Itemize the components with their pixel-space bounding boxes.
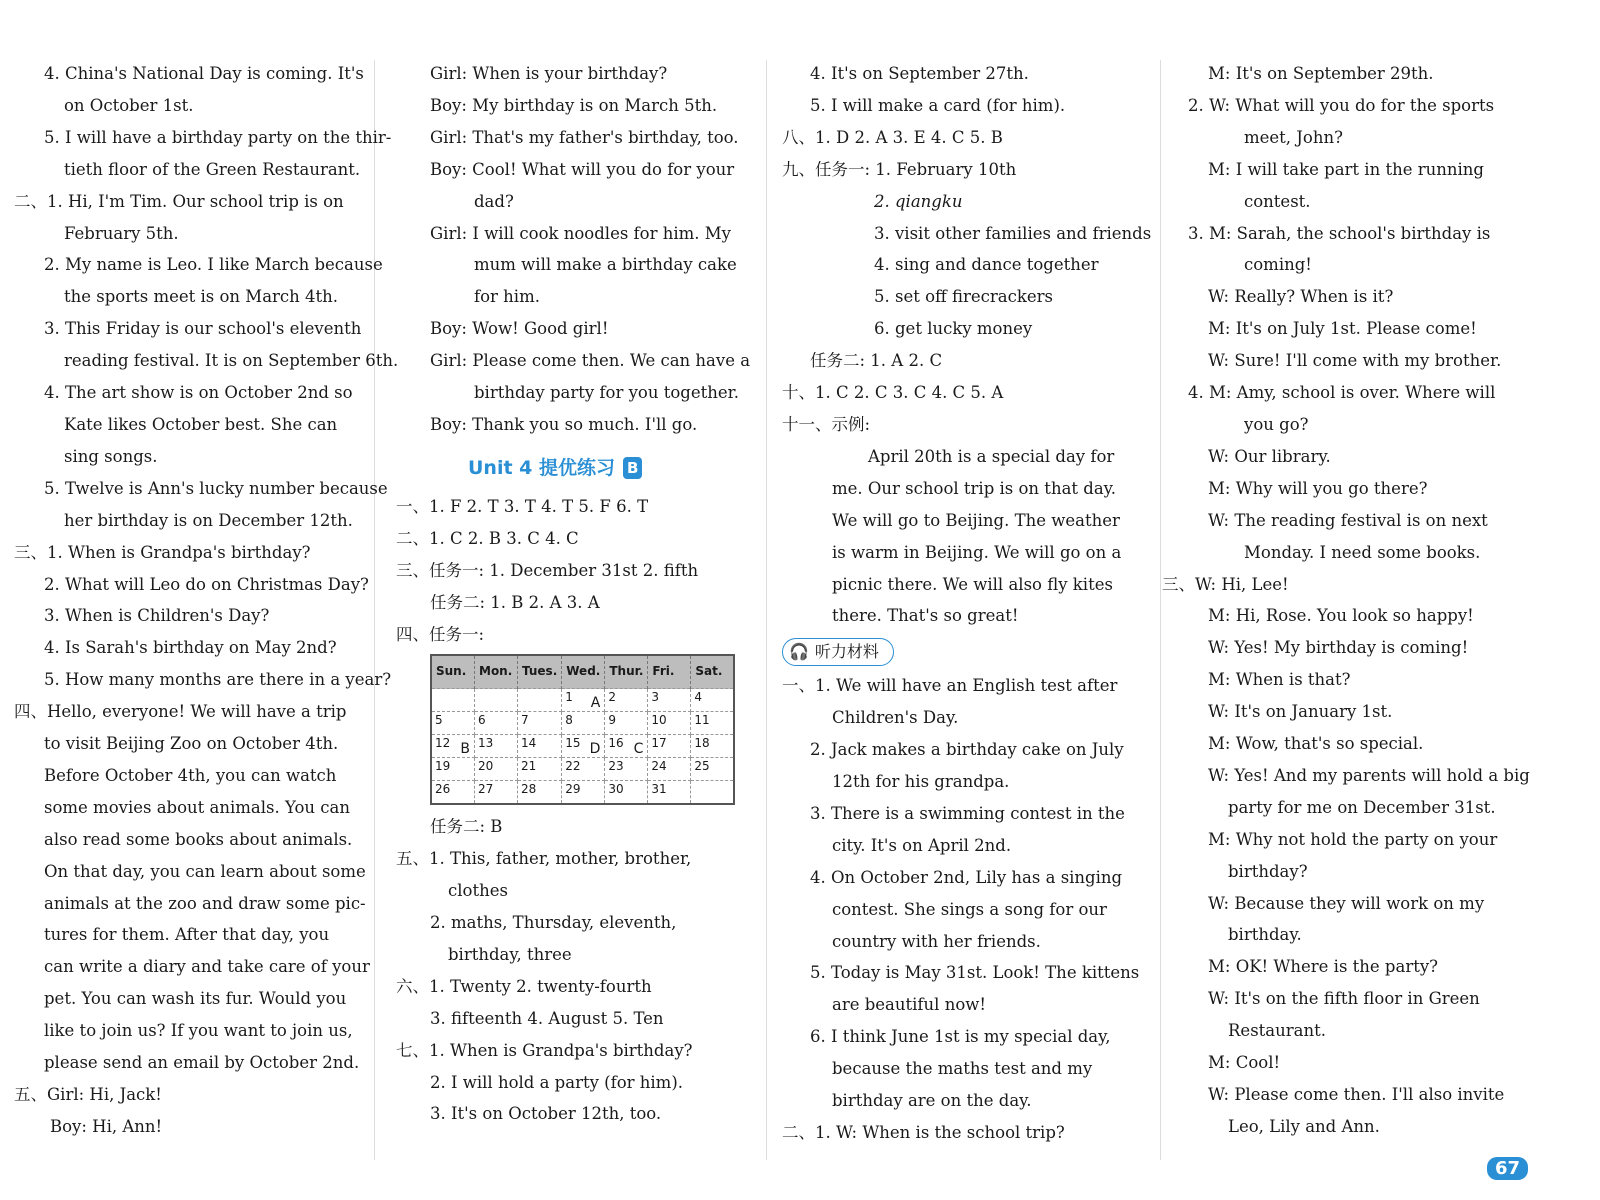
text-line: 二、1. C 2. B 3. C 4. C <box>396 528 579 548</box>
calendar-cell: 4 <box>691 689 735 712</box>
column-divider <box>374 60 375 1160</box>
text-line: tures for them. After that day, you <box>44 925 330 945</box>
text-line: 5. Twelve is Ann's lucky number because <box>44 478 388 498</box>
text-line: 十一、示例: <box>782 414 871 434</box>
text-line: picnic there. We will also fly kites <box>832 574 1113 594</box>
text-line: 三、1. When is Grandpa's birthday? <box>14 542 311 562</box>
text-line: 十、1. C 2. C 3. C 4. C 5. A <box>782 383 1004 403</box>
text-line: 四、任务一: <box>396 624 485 644</box>
text-line: please send an email by October 2nd. <box>44 1053 360 1073</box>
text-line: 一、1. We will have an English test after <box>782 676 1118 696</box>
text-line: 2. I will hold a party (for him). <box>430 1072 684 1092</box>
text-line: W: Sure! I'll come with my brother. <box>1208 351 1502 371</box>
text-line: 四、Hello, everyone! We will have a trip <box>14 702 347 722</box>
text-line: meet, John? <box>1244 127 1343 147</box>
text-line: 4. M: Amy, school is over. Where will <box>1188 383 1496 403</box>
unit-title: Unit 4 提优练习 <box>468 456 615 479</box>
calendar-cell: 5 <box>431 712 475 735</box>
text-line: W: Yes! And my parents will hold a big <box>1208 765 1530 785</box>
text-line: Girl: Please come then. We can have a <box>430 351 751 371</box>
text-line: 6. I think June 1st is my special day, <box>810 1027 1111 1047</box>
text-line: me. Our school trip is on that day. <box>832 478 1117 498</box>
text-line: is warm in Beijing. We will go on a <box>832 542 1122 562</box>
text-line: Before October 4th, you can watch <box>44 765 337 785</box>
text-line: M: Why will you go there? <box>1208 478 1428 498</box>
page-number: 67 <box>1487 1157 1528 1180</box>
text-line: Boy: Thank you so much. I'll go. <box>430 414 698 434</box>
text-line: coming! <box>1244 255 1312 275</box>
text-line: pet. You can wash its fur. Would you <box>44 989 347 1009</box>
text-line: Girl: That's my father's birthday, too. <box>430 127 739 147</box>
text-line: 一、1. F 2. T 3. T 4. T 5. F 6. T <box>396 496 649 516</box>
text-line: 3. There is a swimming contest in the <box>810 803 1125 823</box>
text-line: country with her friends. <box>832 931 1041 951</box>
calendar-cell: 26 <box>431 781 475 805</box>
text-line: M: Why not hold the party on your <box>1208 829 1498 849</box>
text-line: Boy: Wow! Good girl! <box>430 319 609 339</box>
calendar-cell: 9 <box>605 712 648 735</box>
text-line: 三、任务一: 1. December 31st 2. fifth <box>396 560 699 580</box>
text-line: M: It's on September 29th. <box>1208 64 1434 83</box>
calendar-cell: 6 <box>475 712 518 735</box>
calendar-cell <box>691 781 735 805</box>
calendar-cell: 18 <box>691 735 735 758</box>
text-line: 4. sing and dance together <box>874 255 1099 275</box>
text-line: 五、Girl: Hi, Jack! <box>14 1085 162 1104</box>
calendar-header: Thur. <box>605 655 648 688</box>
calendar-cell: 7 <box>518 712 562 735</box>
text-line: Girl: When is your birthday? <box>430 64 668 83</box>
text-line: Restaurant. <box>1228 1021 1326 1041</box>
calendar-row <box>431 712 734 735</box>
calendar-cell: 17 <box>648 735 691 758</box>
calendar-cell: 14 <box>518 735 562 758</box>
text-line: 3. visit other families and friends <box>874 223 1152 243</box>
text-line: 九、任务一: 1. February 10th <box>782 159 1017 179</box>
text-line: 6. get lucky money <box>874 319 1033 339</box>
calendar-cell: 31 <box>648 781 691 805</box>
calendar-row <box>431 758 734 781</box>
calendar-mark: C <box>633 741 644 758</box>
text-line: 3. It's on October 12th, too. <box>430 1104 662 1124</box>
text-line: 4. China's National Day is coming. It's <box>44 64 364 83</box>
text-line: birthday are on the day. <box>832 1091 1032 1111</box>
calendar-header: Wed. <box>562 655 605 688</box>
calendar-header: Fri. <box>648 655 691 688</box>
text-line: February 5th. <box>64 223 179 243</box>
calendar-cell: 11 <box>691 712 735 735</box>
text-line: 八、1. D 2. A 3. E 4. C 5. B <box>782 127 1003 147</box>
text-line: birthday, three <box>448 944 572 964</box>
calendar-header: Mon. <box>475 655 518 688</box>
calendar-cell: 15 D <box>562 735 605 758</box>
text-line: 4. On October 2nd, Lily has a singing <box>810 867 1123 887</box>
text-line: M: Cool! <box>1208 1053 1281 1073</box>
calendar-row <box>431 735 734 758</box>
headphones-icon: 🎧 <box>789 642 809 662</box>
calendar-cell: 8 <box>562 712 605 735</box>
text-line: W: Please come then. I'll also invite <box>1208 1085 1505 1104</box>
text-line: party for me on December 31st. <box>1228 797 1496 817</box>
text-line: W: Yes! My birthday is coming! <box>1208 638 1469 658</box>
calendar-header: Sun. <box>431 655 475 688</box>
text-line: can write a diary and take care of your <box>44 957 370 977</box>
calendar-header-row <box>431 655 734 688</box>
text-line: M: OK! Where is the party? <box>1208 957 1439 977</box>
text-line: 2. qiangku <box>874 191 963 211</box>
text-line: 三、W: Hi, Lee! <box>1162 574 1289 594</box>
text-line: 五、1. This, father, mother, brother, <box>396 849 692 869</box>
text-line: contest. <box>1244 191 1311 211</box>
text-line: W: It's on January 1st. <box>1208 702 1393 722</box>
text-line: Kate likes October best. She can <box>64 414 338 434</box>
calendar-cell: 29 <box>562 781 605 805</box>
text-line: W: It's on the fifth floor in Green <box>1208 989 1480 1009</box>
text-line: W: Because they will work on my <box>1208 893 1485 913</box>
calendar-cell: 22 <box>562 758 605 781</box>
text-line: 4. The art show is on October 2nd so <box>44 383 353 403</box>
calendar-cell: 13 <box>475 735 518 758</box>
text-line: 4. Is Sarah's birthday on May 2nd? <box>44 638 337 658</box>
column-divider <box>1160 60 1161 1160</box>
text-line: M: When is that? <box>1208 670 1351 690</box>
text-line: 2. My name is Leo. I like March because <box>44 255 383 275</box>
calendar-row <box>431 689 734 712</box>
calendar-cell: 3 <box>648 689 691 712</box>
text-line: 3. fifteenth 4. August 5. Ten <box>430 1008 664 1028</box>
calendar-cell: 1 A <box>562 689 605 712</box>
calendar-cell: 25 <box>691 758 735 781</box>
text-line: W: The reading festival is on next <box>1208 510 1488 530</box>
calendar-table <box>430 654 735 805</box>
text-line: 任务二: 1. B 2. A 3. A <box>430 592 600 612</box>
calendar-mark: A <box>590 695 601 712</box>
text-line: W: Really? When is it? <box>1208 287 1394 307</box>
calendar-mark: B <box>460 741 470 758</box>
text-line: 任务二: 1. A 2. C <box>810 351 943 371</box>
text-line: reading festival. It is on September 6th. <box>64 351 399 371</box>
column-2 <box>396 58 754 1130</box>
text-line: on October 1st. <box>64 95 194 115</box>
text-line: 5. Today is May 31st. Look! The kittens <box>810 963 1140 983</box>
text-line: mum will make a birthday cake <box>474 255 737 275</box>
calendar-header: Sat. <box>691 655 735 688</box>
text-line: contest. She sings a song for our <box>832 899 1107 919</box>
calendar-mark: D <box>589 741 601 758</box>
calendar-cell: 30 <box>605 781 648 805</box>
text-line: 2. W: What will you do for the sports <box>1188 95 1495 115</box>
text-line: Boy: Cool! What will you do for your <box>430 159 735 179</box>
text-line: 2. maths, Thursday, eleventh, <box>430 913 677 933</box>
calendar-cell: 20 <box>475 758 518 781</box>
text-line: to visit Beijing Zoo on October 4th. <box>44 734 339 754</box>
text-line: Children's Day. <box>832 708 959 728</box>
text-line: M: It's on July 1st. Please come! <box>1208 319 1477 339</box>
text-line: 七、1. When is Grandpa's birthday? <box>396 1040 693 1060</box>
text-line: 二、1. Hi, I'm Tim. Our school trip is on <box>14 191 344 211</box>
text-line: dad? <box>474 191 514 211</box>
text-line: clothes <box>448 881 508 901</box>
calendar-cell: 19 <box>431 758 475 781</box>
text-line: M: Hi, Rose. You look so happy! <box>1208 606 1474 626</box>
text-line: because the maths test and my <box>832 1059 1093 1079</box>
text-line: April 20th is a special day for <box>868 446 1115 466</box>
calendar-cell: 2 <box>605 689 648 712</box>
text-line: animals at the zoo and draw some pic- <box>44 893 366 913</box>
text-line: also read some books about animals. <box>44 829 353 849</box>
text-line: tieth floor of the Green Restaurant. <box>64 159 361 179</box>
calendar-cell <box>431 689 475 712</box>
unit-header <box>468 451 754 485</box>
text-line: We will go to Beijing. The weather <box>832 510 1120 530</box>
text-line: some movies about animals. You can <box>44 797 350 817</box>
text-line: 5. I will have a birthday party on the thir- <box>44 127 392 147</box>
text-line: birthday. <box>1228 925 1302 945</box>
text-line: Boy: My birthday is on March 5th. <box>430 95 718 115</box>
text-line: 任务二: B <box>430 817 503 837</box>
text-line: city. It's on April 2nd. <box>832 835 1012 855</box>
text-line: birthday party for you together. <box>474 383 739 403</box>
text-line: M: I will take part in the running <box>1208 159 1484 179</box>
column-1 <box>14 58 399 1143</box>
text-line: M: Wow, that's so special. <box>1208 734 1424 754</box>
text-line: the sports meet is on March 4th. <box>64 287 339 307</box>
calendar-cell <box>475 689 518 712</box>
text-line: 5. How many months are there in a year? <box>44 670 392 690</box>
text-line: 5. set off firecrackers <box>874 287 1053 307</box>
column-3 <box>782 58 1152 1149</box>
text-line: her birthday is on December 12th. <box>64 510 353 530</box>
calendar-cell: 21 <box>518 758 562 781</box>
text-line: you go? <box>1244 414 1309 434</box>
text-line: Girl: I will cook noodles for him. My <box>430 223 731 243</box>
text-line: 5. I will make a card (for him). <box>810 95 1066 115</box>
text-line: 3. When is Children's Day? <box>44 606 270 626</box>
calendar-cell: 12 B <box>431 735 475 758</box>
text-line: there. That's so great! <box>832 606 1019 626</box>
text-line: 2. What will Leo do on Christmas Day? <box>44 574 369 594</box>
text-line: 二、1. W: When is the school trip? <box>782 1123 1065 1142</box>
column-divider <box>766 60 767 1160</box>
text-line: W: Our library. <box>1208 446 1331 466</box>
calendar-cell: 28 <box>518 781 562 805</box>
text-line: 12th for his grandpa. <box>832 772 1010 792</box>
text-line: Monday. I need some books. <box>1244 542 1481 562</box>
calendar-header: Tues. <box>518 655 562 688</box>
text-line: Leo, Lily and Ann. <box>1228 1116 1380 1136</box>
unit-badge: B <box>623 457 642 479</box>
column-4 <box>1162 58 1544 1143</box>
calendar-cell: 16 C <box>605 735 648 758</box>
text-line: 4. It's on September 27th. <box>810 64 1029 83</box>
text-line: are beautiful now! <box>832 995 987 1015</box>
calendar-cell <box>518 689 562 712</box>
listening-section-label: 🎧 听力材料 <box>782 638 894 666</box>
calendar-cell: 27 <box>475 781 518 805</box>
calendar-row <box>431 781 734 805</box>
text-line: On that day, you can learn about some <box>44 861 366 881</box>
calendar-cell: 10 <box>648 712 691 735</box>
calendar-cell: 23 <box>605 758 648 781</box>
text-line: 3. This Friday is our school's eleventh <box>44 319 362 339</box>
text-line: 六、1. Twenty 2. twenty-fourth <box>396 976 652 996</box>
text-line: sing songs. <box>64 446 158 466</box>
text-line: Boy: Hi, Ann! <box>50 1116 163 1136</box>
calendar-cell: 24 <box>648 758 691 781</box>
text-line: for him. <box>474 287 540 307</box>
text-line: 3. M: Sarah, the school's birthday is <box>1188 223 1491 243</box>
text-line: birthday? <box>1228 861 1308 881</box>
text-line: 2. Jack makes a birthday cake on July <box>810 740 1124 760</box>
text-line: like to join us? If you want to join us, <box>44 1021 353 1041</box>
